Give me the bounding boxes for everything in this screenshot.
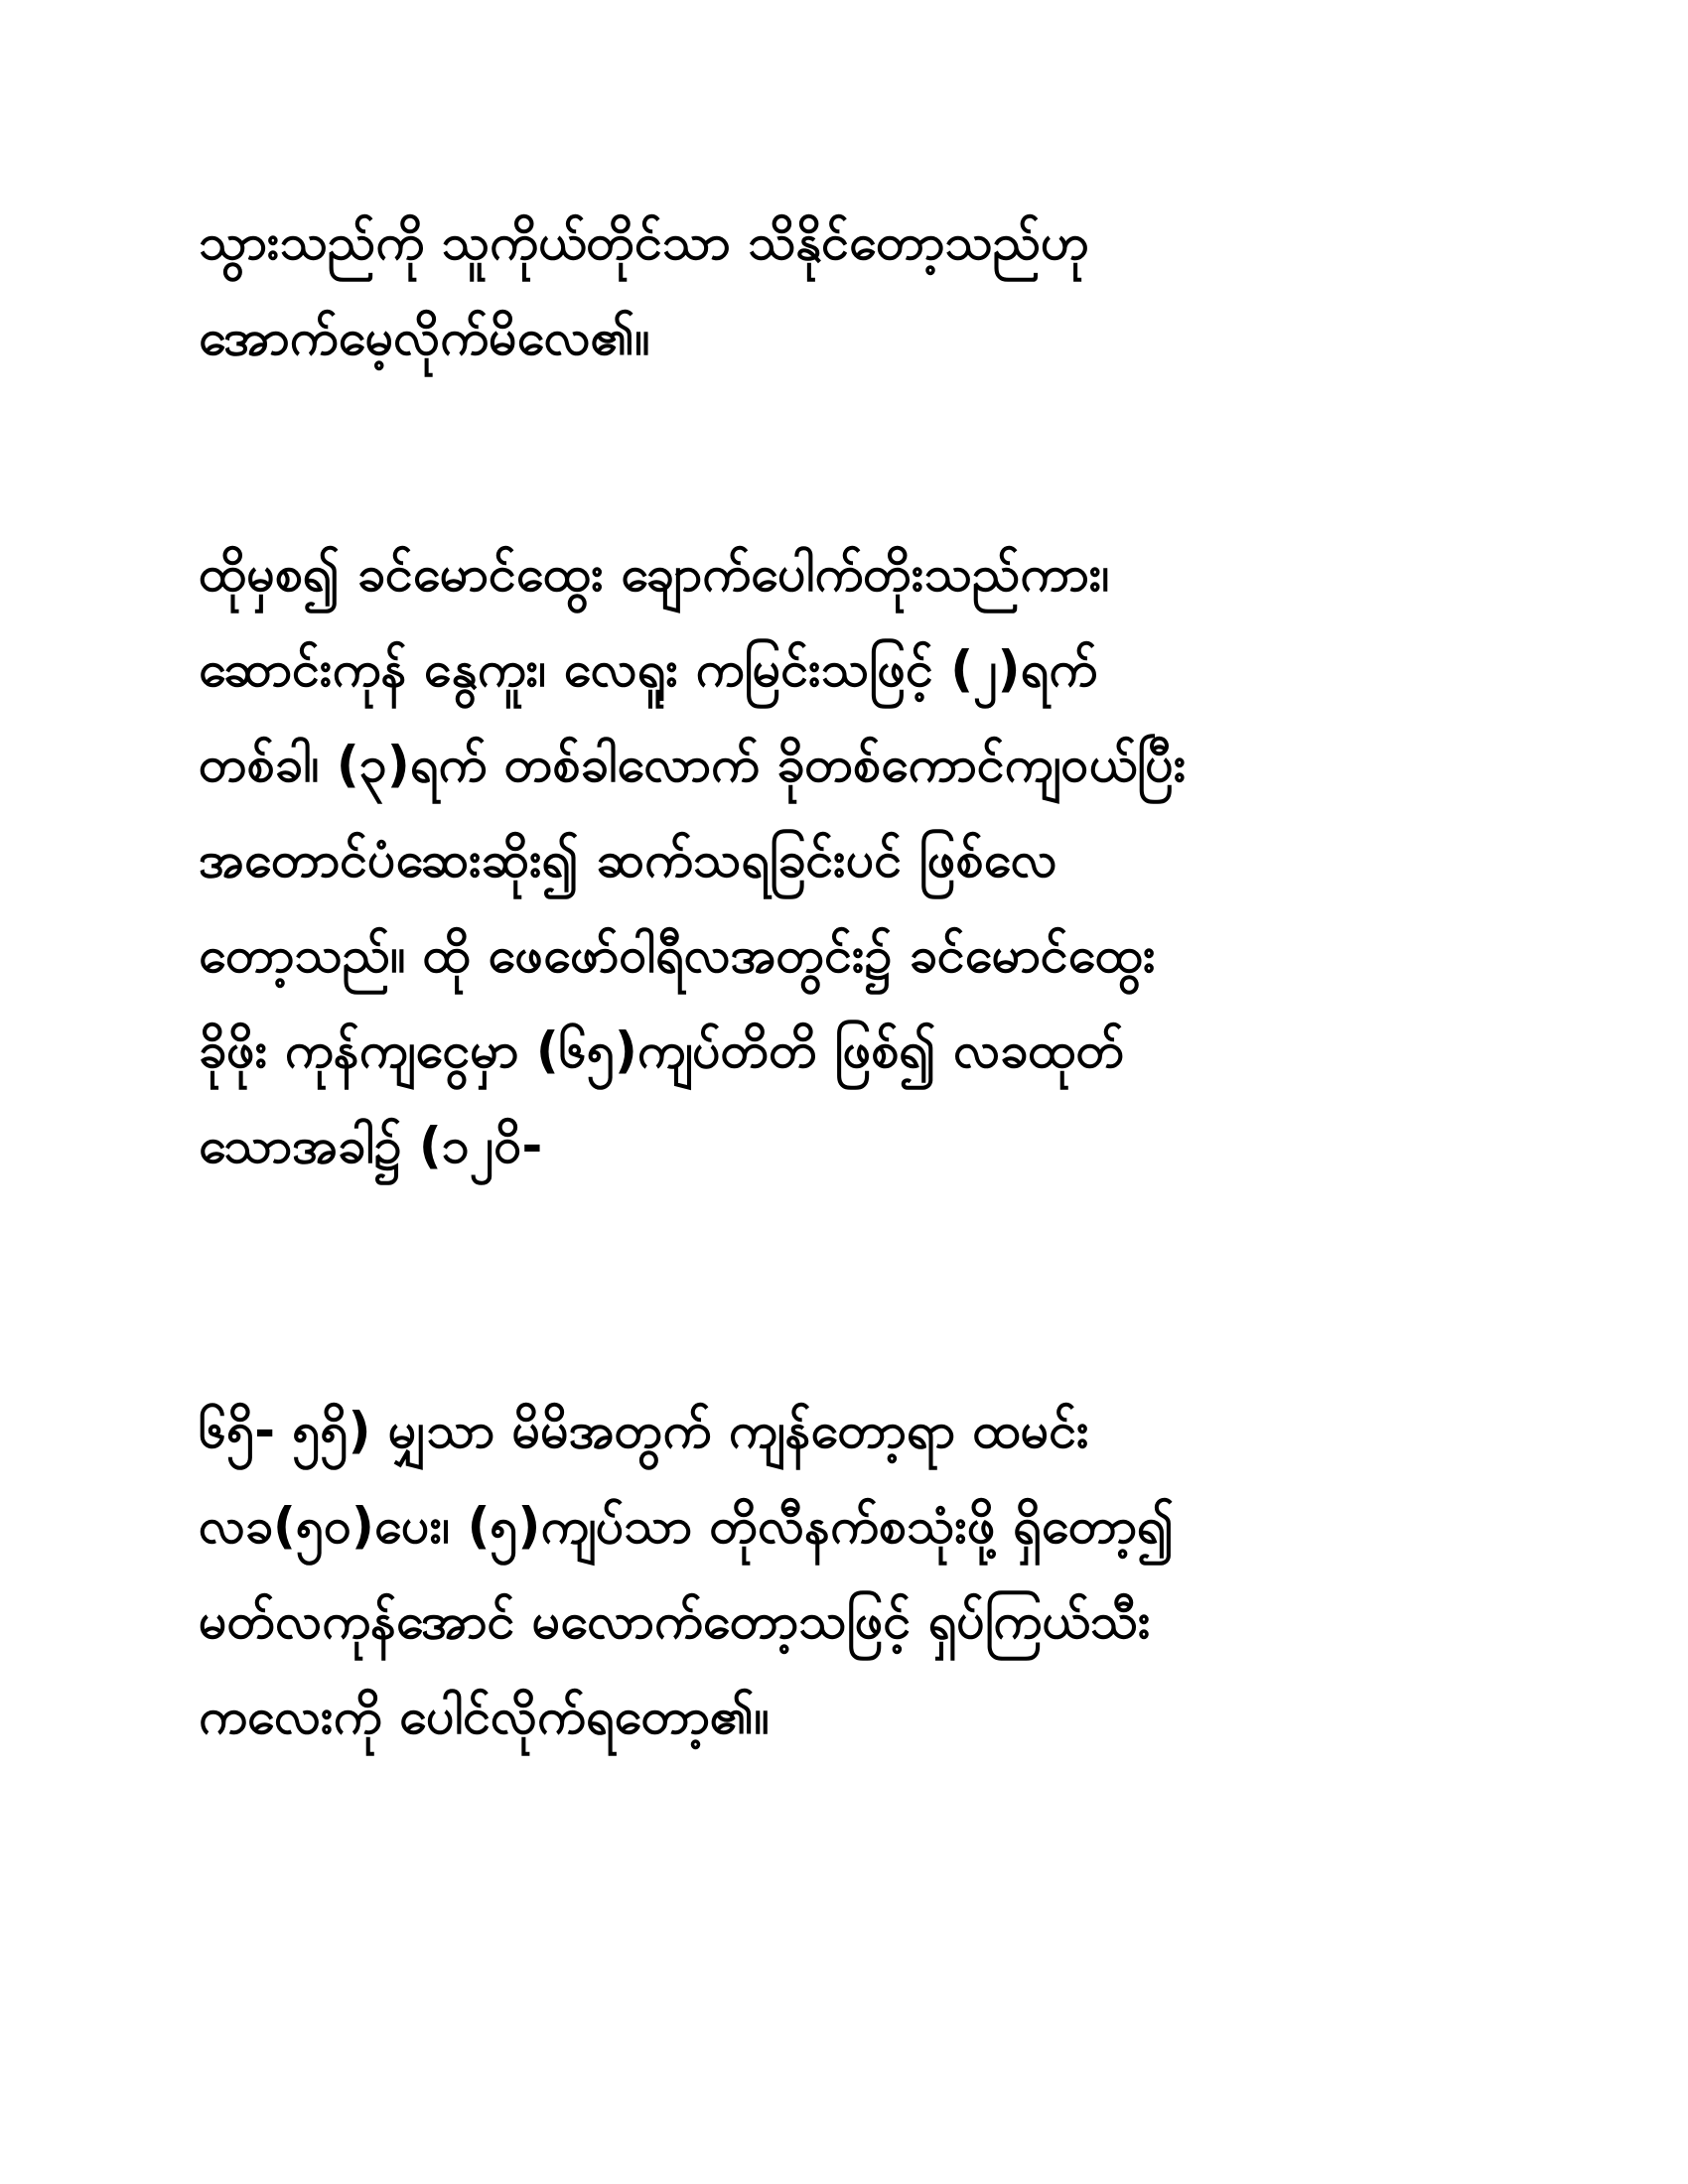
text-line: အတောင်ပံဆေးဆိုး၍ ဆက်သရခြင်းပင် ဖြစ်လေ	[199, 831, 1057, 888]
paragraph-1	[199, 195, 1489, 385]
text-line: လခ(၅ဝ)ပေး၊ (၅)ကျပ်သာ တိုလီနက်စသုံးဖို့ ရှိတော့၍	[199, 1497, 1175, 1555]
text-line: တစ်ခါ၊ (၃)ရက် တစ်ခါလောက် ခိုတစ်ကောင်ကျဝယ်ပြီး	[199, 736, 1187, 793]
text-line: မတ်လကုန်အောင် မလောက်တော့သဖြင့် ရှပ်ကြယ်သီး	[199, 1592, 1151, 1650]
text-line: အောက်မေ့လိုက်မိလေ၏။	[199, 309, 650, 366]
text-line: သွားသည်ကို သူကိုယ်တိုင်သာ သိနိုင်တော့သည်ဟု	[199, 213, 1090, 271]
text-line: သောအခါ၌ (၁၂ဝိ-	[199, 1117, 543, 1174]
text-line: ကလေးကို ပေါင်လိုက်ရတော့၏။	[199, 1688, 770, 1745]
text-line: တော့သည်။ ထို ဖေဖော်ဝါရီလအတွင်း၌ ခင်မောင်ထွေး	[199, 926, 1156, 984]
text-line: ၆၅ိ- ၅၅ိ) မျှသာ မိမိအတွက် ကျန်တော့ရာ ထမင်း	[199, 1402, 1089, 1459]
text-line: ထိုမှစ၍ ခင်မောင်ထွေး ချောက်ပေါက်တိုးသည်ကား၊	[199, 545, 1110, 603]
text-line: ဆောင်းကုန် နွေကူး၊ လေရူး ကမြင်းသဖြင့် (၂)ရက်	[199, 640, 1098, 698]
text-line: ခိုဖိုး ကုန်ကျငွေမှာ (၆၅)ကျပ်တိတိ ဖြစ်၍ လခထုတ်	[199, 1022, 1125, 1079]
paragraph-3	[199, 1383, 1489, 1764]
paragraph-2	[199, 526, 1489, 1193]
